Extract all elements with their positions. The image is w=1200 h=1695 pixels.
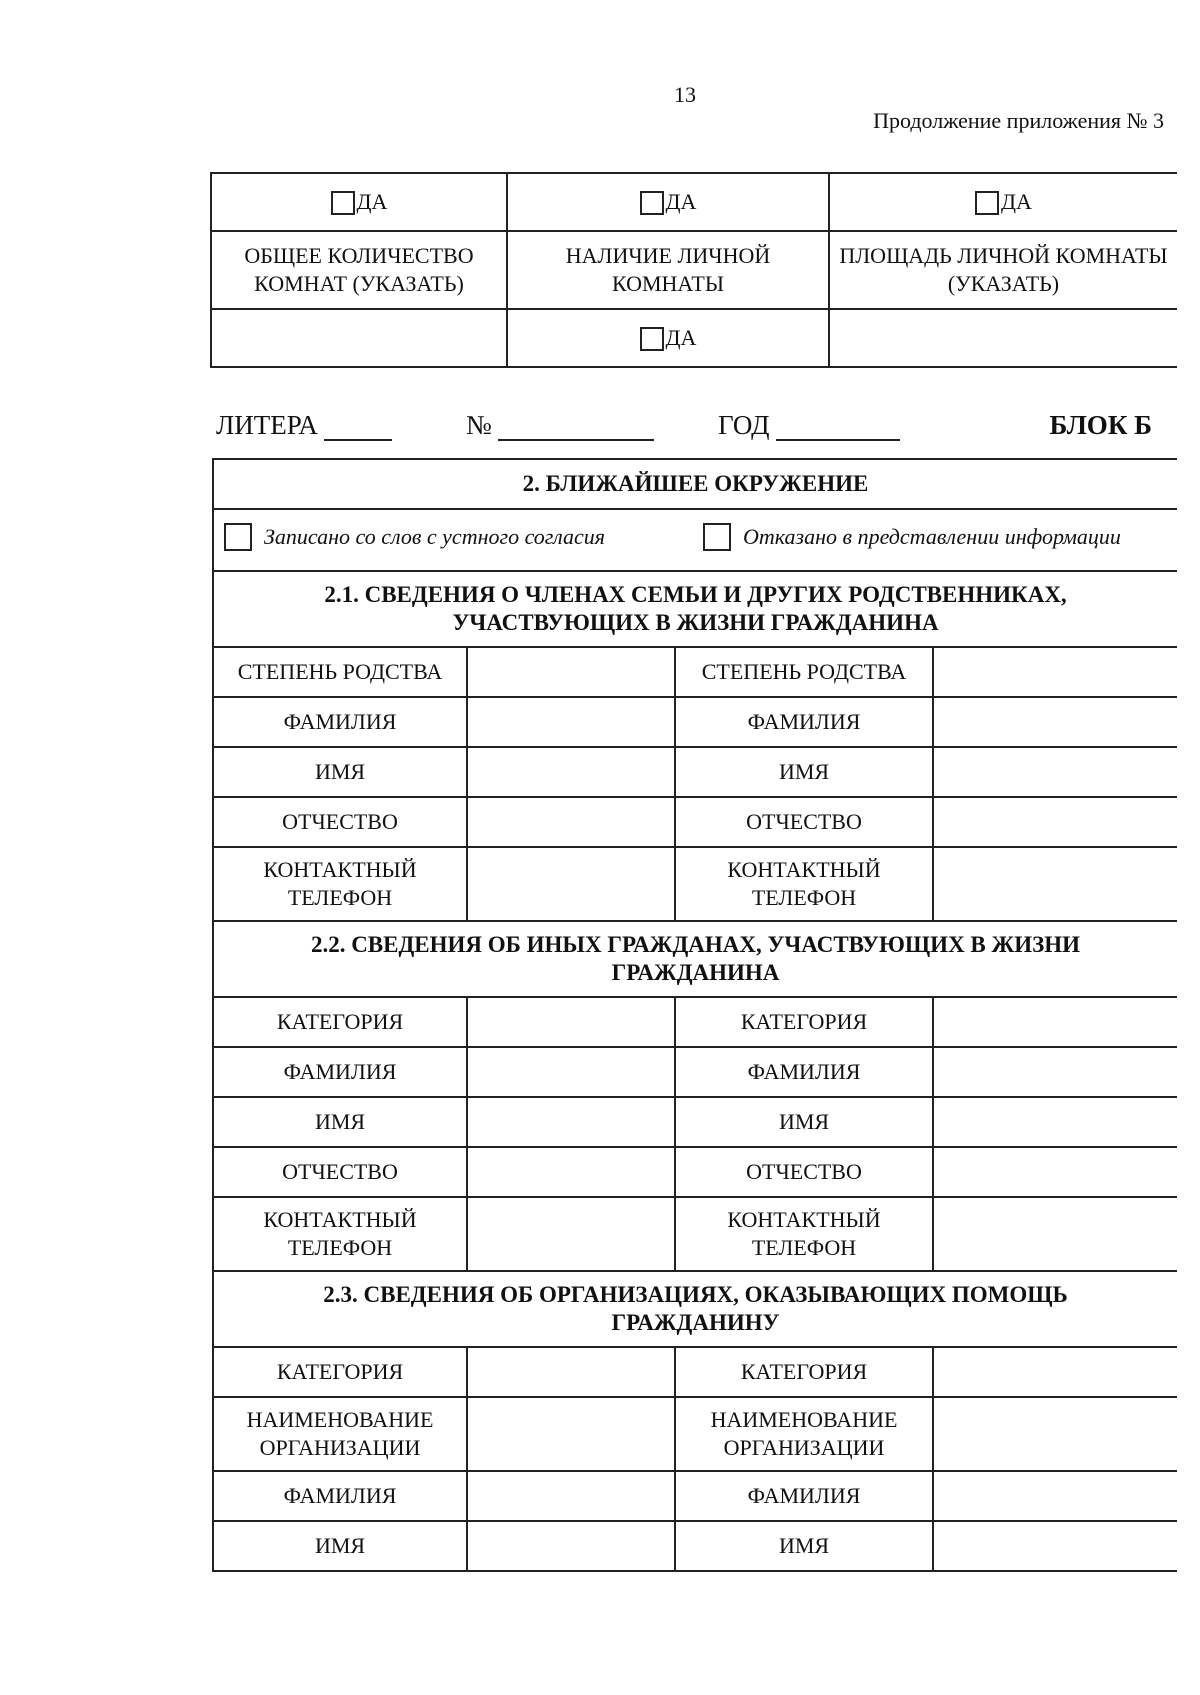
year-blank[interactable]: [776, 413, 900, 441]
surname-value-right[interactable]: [933, 1047, 1177, 1097]
refusal-label: Отказано в представлении информации: [743, 523, 1121, 549]
year-field: [718, 410, 900, 441]
name-label: ИМЯ: [675, 1521, 933, 1571]
kinship-value-left[interactable]: [467, 647, 675, 697]
yes-label: ДА: [1001, 189, 1032, 214]
organization-name-value-left[interactable]: [467, 1397, 675, 1471]
section-2-3-title-line1: 2.3. СВЕДЕНИЯ ОБ ОРГАНИЗАЦИЯХ, ОКАЗЫВАЮЩИХ ПОМОЩЬ: [323, 1282, 1068, 1307]
number-label: №: [466, 410, 492, 440]
category-value-left[interactable]: [467, 1347, 675, 1397]
kinship-label: СТЕПЕНЬ РОДСТВА: [213, 647, 467, 697]
name-value-left[interactable]: [467, 747, 675, 797]
meta-line: [216, 410, 1176, 446]
name-value-right[interactable]: [933, 1097, 1177, 1147]
kinship-value-right[interactable]: [933, 647, 1177, 697]
surname-label: ФАМИЛИЯ: [213, 1047, 467, 1097]
personal-room-yes-checkbox[interactable]: [640, 191, 664, 215]
surname-label: ФАМИЛИЯ: [213, 1471, 467, 1521]
patronymic-value-left[interactable]: [467, 1147, 675, 1197]
refusal-option: [675, 509, 1177, 571]
phone-label: КОНТАКТНЫЙ ТЕЛЕФОН: [213, 847, 467, 921]
name-label: ИМЯ: [213, 1521, 467, 1571]
category-value-right[interactable]: [933, 997, 1177, 1047]
page-number: 13: [674, 82, 696, 107]
number-field: [466, 410, 654, 441]
surname-label: ФАМИЛИЯ: [675, 1047, 933, 1097]
personal-room-value-cell: [507, 309, 829, 367]
total-rooms-yes-checkbox[interactable]: [331, 191, 355, 215]
phone-value-right[interactable]: [933, 847, 1177, 921]
name-value-left[interactable]: [467, 1521, 675, 1571]
patronymic-value-right[interactable]: [933, 1147, 1177, 1197]
consent-label: Записано со слов с устного согласия: [264, 523, 605, 549]
section-2-3-title: [213, 1271, 1177, 1347]
patronymic-label: ОТЧЕСТВО: [213, 1147, 467, 1197]
phone-label: КОНТАКТНЫЙ ТЕЛЕФОН: [675, 1197, 933, 1271]
total-rooms-label: ОБЩЕЕ КОЛИЧЕСТВО КОМНАТ (УКАЗАТЬ): [211, 231, 507, 309]
number-blank[interactable]: [498, 413, 654, 441]
room-area-label: ПЛОЩАДЬ ЛИЧНОЙ КОМНАТЫ (УКАЗАТЬ): [829, 231, 1177, 309]
name-value-right[interactable]: [933, 747, 1177, 797]
room-info-table: [210, 172, 1177, 368]
category-value-right[interactable]: [933, 1347, 1177, 1397]
litera-blank[interactable]: [324, 413, 392, 441]
patronymic-label: ОТЧЕСТВО: [675, 1147, 933, 1197]
consent-option: [213, 509, 675, 571]
year-label: ГОД: [718, 410, 770, 440]
category-value-left[interactable]: [467, 997, 675, 1047]
phone-value-left[interactable]: [467, 847, 675, 921]
section-2-2-title: [213, 921, 1177, 997]
name-label: ИМЯ: [213, 1097, 467, 1147]
section-2-1-title: [213, 571, 1177, 647]
consent-checkbox[interactable]: [224, 523, 252, 551]
yes-label: ДА: [665, 189, 697, 214]
environment-table: [212, 458, 1177, 1572]
patronymic-value-right[interactable]: [933, 797, 1177, 847]
surname-label: ФАМИЛИЯ: [675, 697, 933, 747]
organization-name-label: НАИМЕНОВАНИЕ ОРГАНИЗАЦИИ: [675, 1397, 933, 1471]
total-rooms-value-cell[interactable]: [211, 309, 507, 367]
name-value-right[interactable]: [933, 1521, 1177, 1571]
phone-value-left[interactable]: [467, 1197, 675, 1271]
kinship-label: СТЕПЕНЬ РОДСТВА: [675, 647, 933, 697]
room-area-yes-checkbox[interactable]: [975, 191, 999, 215]
patronymic-value-left[interactable]: [467, 797, 675, 847]
section-2-3-title-line2: ГРАЖДАНИНУ: [611, 1310, 780, 1335]
phone-label: КОНТАКТНЫЙ ТЕЛЕФОН: [213, 1197, 467, 1271]
litera-label: ЛИТЕРА: [216, 410, 318, 440]
category-label: КАТЕГОРИЯ: [675, 997, 933, 1047]
section-2-2-title-line2: ГРАЖДАНИНА: [611, 960, 780, 985]
name-label: ИМЯ: [675, 1097, 933, 1147]
section-2-title: 2. БЛИЖАЙШЕЕ ОКРУЖЕНИЕ: [213, 459, 1177, 509]
phone-label: КОНТАКТНЫЙ ТЕЛЕФОН: [675, 847, 933, 921]
surname-value-right[interactable]: [933, 1471, 1177, 1521]
surname-label: ФАМИЛИЯ: [213, 697, 467, 747]
organization-name-label: НАИМЕНОВАНИЕ ОРГАНИЗАЦИИ: [213, 1397, 467, 1471]
surname-value-left[interactable]: [467, 1471, 675, 1521]
name-label: ИМЯ: [213, 747, 467, 797]
patronymic-label: ОТЧЕСТВО: [213, 797, 467, 847]
room-area-yes-cell: [829, 173, 1177, 231]
refusal-checkbox[interactable]: [703, 523, 731, 551]
room-area-value-cell[interactable]: [829, 309, 1177, 367]
phone-value-right[interactable]: [933, 1197, 1177, 1271]
personal-room-has-checkbox[interactable]: [640, 327, 664, 351]
category-label: КАТЕГОРИЯ: [213, 1347, 467, 1397]
organization-name-value-right[interactable]: [933, 1397, 1177, 1471]
yes-label: ДА: [356, 189, 388, 214]
name-value-left[interactable]: [467, 1097, 675, 1147]
section-2-1-title-line2: УЧАСТВУЮЩИХ В ЖИЗНИ ГРАЖДАНИНА: [452, 610, 939, 635]
surname-value-left[interactable]: [467, 697, 675, 747]
surname-value-left[interactable]: [467, 1047, 675, 1097]
section-2-2-title-line1: 2.2. СВЕДЕНИЯ ОБ ИНЫХ ГРАЖДАНАХ, УЧАСТВУЮЩИХ В ЖИЗНИ: [310, 932, 1081, 957]
total-rooms-yes-cell: [211, 173, 507, 231]
patronymic-label: ОТЧЕСТВО: [675, 797, 933, 847]
surname-value-right[interactable]: [933, 697, 1177, 747]
litera-field: [216, 410, 392, 441]
personal-room-label: НАЛИЧИЕ ЛИЧНОЙ КОМНАТЫ: [507, 231, 829, 309]
yes-label: ДА: [665, 325, 697, 350]
category-label: КАТЕГОРИЯ: [675, 1347, 933, 1397]
personal-room-yes-cell: [507, 173, 829, 231]
name-label: ИМЯ: [675, 747, 933, 797]
block-label: БЛОК Б: [1049, 410, 1152, 440]
appendix-note: Продолжение приложения № 3: [873, 108, 1164, 133]
section-2-1-title-line1: 2.1. СВЕДЕНИЯ О ЧЛЕНАХ СЕМЬИ И ДРУГИХ РОДСТВЕННИКАХ,: [324, 582, 1067, 607]
category-label: КАТЕГОРИЯ: [213, 997, 467, 1047]
surname-label: ФАМИЛИЯ: [675, 1471, 933, 1521]
